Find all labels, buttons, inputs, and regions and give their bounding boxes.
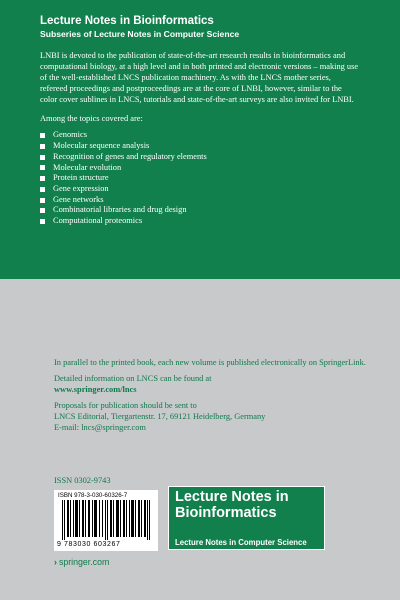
square-bullet-icon <box>40 176 45 181</box>
square-bullet-icon <box>40 133 45 138</box>
square-bullet-icon <box>40 165 45 170</box>
bottom-gray-panel <box>0 279 400 600</box>
list-item: Molecular evolution <box>40 163 360 174</box>
editorial-address: LNCS Editorial, Tiergartenstr. 17, 69121 Heidelberg, Germany <box>54 412 266 421</box>
publication-info <box>54 357 374 438</box>
proposals-info: Proposals for publication should be sent to LNCS Editorial, Tiergartenstr. 17, 69121 Heidelberg, Germany E-mail: lncs@springer.com <box>54 401 266 432</box>
parallel-note: In parallel to the printed book, each new volume is published electronically on SpringerLink. <box>54 358 366 367</box>
detailed-info: Detailed information on LNCS can be found at www.springer.com/lncs <box>54 374 212 394</box>
publisher-name: springer.com <box>58 557 110 567</box>
publisher-link[interactable] <box>54 557 109 567</box>
isbn-label: ISBN 978-3-030-60326-7 <box>58 492 128 499</box>
barcode <box>54 490 158 551</box>
square-bullet-icon <box>40 219 45 224</box>
list-item: Genomics <box>40 130 360 141</box>
square-bullet-icon <box>40 144 45 149</box>
series-description: LNBI is devoted to the publication of state-of-the-art research results in bioinformatics and computational biology, at a high level and in both printed and electronic versions – making use of the well-established LNCS publication machinery. As with the LNCS mother series, refereed proceedings and postproceedings are at the core of LNBI, however, similar to the color cover sublines in LNCS, tutorials and state-of-the-art surveys are also invited for LNBI. <box>40 51 359 104</box>
list-item: Gene expression <box>40 184 360 195</box>
square-bullet-icon <box>40 198 45 203</box>
logo-subtitle: Lecture Notes in Computer Science <box>175 538 307 547</box>
list-item: Gene networks <box>40 195 360 206</box>
topics-list <box>40 130 360 226</box>
square-bullet-icon <box>40 155 45 160</box>
logo-title: Lecture Notes in Bioinformatics <box>175 489 289 521</box>
contact-email[interactable]: E-mail: lncs@springer.com <box>54 423 146 432</box>
square-bullet-icon <box>40 208 45 213</box>
list-item: Computational proteomics <box>40 216 360 227</box>
list-item: Molecular sequence analysis <box>40 141 360 152</box>
series-title: Lecture Notes in Bioinformatics <box>40 15 214 27</box>
list-item: Combinatorial libraries and drug design <box>40 205 360 216</box>
square-bullet-icon <box>40 187 45 192</box>
barcode-number: 9 783030 603267 <box>57 541 121 548</box>
lncs-url[interactable]: www.springer.com/lncs <box>54 385 137 394</box>
series-logo <box>168 486 325 550</box>
list-item: Recognition of genes and regulatory elements <box>40 152 360 163</box>
chevron-right-icon: › <box>54 557 57 567</box>
series-subtitle: Subseries of Lecture Notes in Computer Science <box>40 29 240 39</box>
list-item: Protein structure <box>40 173 360 184</box>
issn-number: ISSN 0302-9743 <box>54 476 111 485</box>
barcode-bars-icon <box>62 500 150 540</box>
topics-intro: Among the topics covered are: <box>40 113 143 123</box>
top-green-panel <box>0 0 400 279</box>
